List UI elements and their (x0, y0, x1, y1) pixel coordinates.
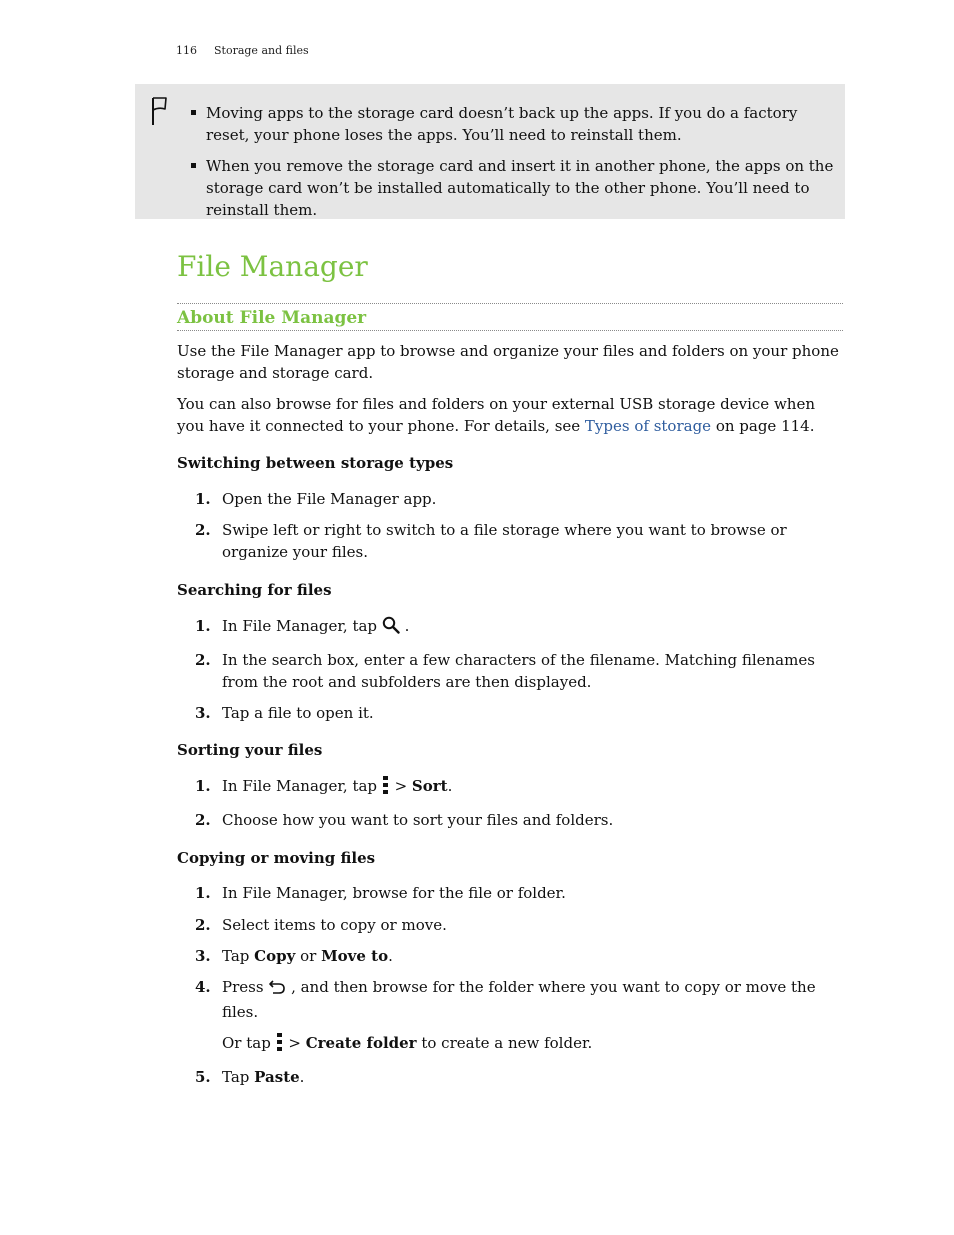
step-number: 2. (195, 521, 211, 539)
chapter-title: File Manager (177, 250, 368, 283)
step-item (177, 1066, 843, 1088)
usb-text: You can also browse for files and folders on your external USB storage device when you have it connected to your phone. For details, see (177, 395, 815, 435)
move-to-label: Move to (321, 947, 389, 965)
step-number: 1. (195, 617, 211, 635)
note-item (206, 155, 836, 221)
section-title: About File Manager (177, 303, 843, 331)
page-ref-text: on page 114. (711, 417, 815, 435)
bullet (191, 110, 196, 115)
back-icon (268, 979, 286, 1001)
step-item (177, 519, 843, 563)
step-text: Tap (222, 947, 255, 965)
step-text: Press (222, 978, 269, 996)
step-item (177, 914, 843, 936)
create-folder-label: Create folder (305, 1034, 417, 1052)
step-text: Open the File Manager app. (222, 490, 437, 508)
header-section: Storage and files (214, 44, 309, 57)
step-text: . (299, 1068, 305, 1086)
step-text: Tap a file to open it. (222, 704, 374, 722)
sorting-heading: Sorting your files (177, 741, 323, 759)
step-item (177, 615, 843, 640)
bullet (191, 163, 196, 168)
step-number: 1. (195, 777, 211, 795)
step-item (177, 702, 843, 724)
step-text: Choose how you want to sort your files and folders. (222, 811, 614, 829)
searching-heading: Searching for files (177, 581, 332, 599)
step-text: > (389, 777, 412, 795)
page-header (176, 44, 309, 57)
step-number: 1. (195, 884, 211, 902)
step-item (177, 649, 843, 693)
step-text: Swipe left or right to switch to a file storage where you want to browse or organize your files. (222, 521, 787, 561)
usb-paragraph (177, 393, 843, 437)
step-text: or (295, 947, 322, 965)
step-text: In the search box, enter a few characters of the filename. Matching filenames from the root and subfolders are then displayed. (222, 651, 815, 691)
step-text: . (399, 617, 410, 635)
step-number: 3. (195, 704, 211, 722)
step-text: Or tap (222, 1034, 276, 1052)
copying-steps (177, 882, 843, 1088)
note-text: Moving apps to the storage card doesn’t back up the apps. If you do a factory reset, your phone loses the apps. You’ll need to reinstall them. (206, 104, 798, 144)
flag-icon (149, 95, 169, 131)
intro-paragraph: Use the File Manager app to browse and organize your files and folders on your phone storage and storage card. (177, 342, 839, 382)
switching-steps (177, 488, 843, 563)
step-item (177, 945, 843, 967)
copying-heading: Copying or moving files (177, 849, 376, 867)
step-text: , and then browse for the folder where you want to copy or move the files. (222, 978, 816, 1021)
more-vertical-icon (276, 1033, 284, 1057)
step-text: In File Manager, tap (222, 617, 382, 635)
step-item (177, 976, 843, 1057)
step-text: to create a new folder. (416, 1034, 593, 1052)
searching-steps (177, 615, 843, 724)
note-text: When you remove the storage card and insert it in another phone, the apps on the storage card won’t be installed automatically to the other phone. You’ll need to reinstall them. (206, 157, 834, 219)
paste-label: Paste (254, 1068, 300, 1086)
step-number: 4. (195, 978, 211, 996)
or-tap-line (222, 1032, 843, 1057)
note-box (135, 84, 845, 219)
step-number: 2. (195, 651, 211, 669)
step-item (177, 882, 843, 904)
main-content (177, 248, 843, 1088)
step-item (177, 809, 843, 831)
step-item (177, 488, 843, 510)
step-number: 5. (195, 1068, 211, 1086)
step-text: Select items to copy or move. (222, 916, 447, 934)
page-number: 116 (176, 44, 197, 57)
step-text: Tap (222, 1068, 255, 1086)
step-text: > (283, 1034, 306, 1052)
types-of-storage-link[interactable]: Types of storage (584, 417, 712, 435)
copy-label: Copy (254, 947, 296, 965)
sorting-steps (177, 775, 843, 831)
step-text: . (447, 777, 453, 795)
step-number: 1. (195, 490, 211, 508)
note-item (206, 102, 836, 146)
step-text: In File Manager, browse for the file or folder. (222, 884, 566, 902)
more-vertical-icon (382, 776, 390, 800)
search-icon (382, 616, 400, 640)
switching-heading: Switching between storage types (177, 454, 454, 472)
sort-label: Sort (411, 777, 448, 795)
step-number: 2. (195, 811, 211, 829)
step-text: . (388, 947, 393, 965)
step-item (177, 775, 843, 800)
step-number: 3. (195, 947, 211, 965)
step-number: 2. (195, 916, 211, 934)
step-text: In File Manager, tap (222, 777, 382, 795)
